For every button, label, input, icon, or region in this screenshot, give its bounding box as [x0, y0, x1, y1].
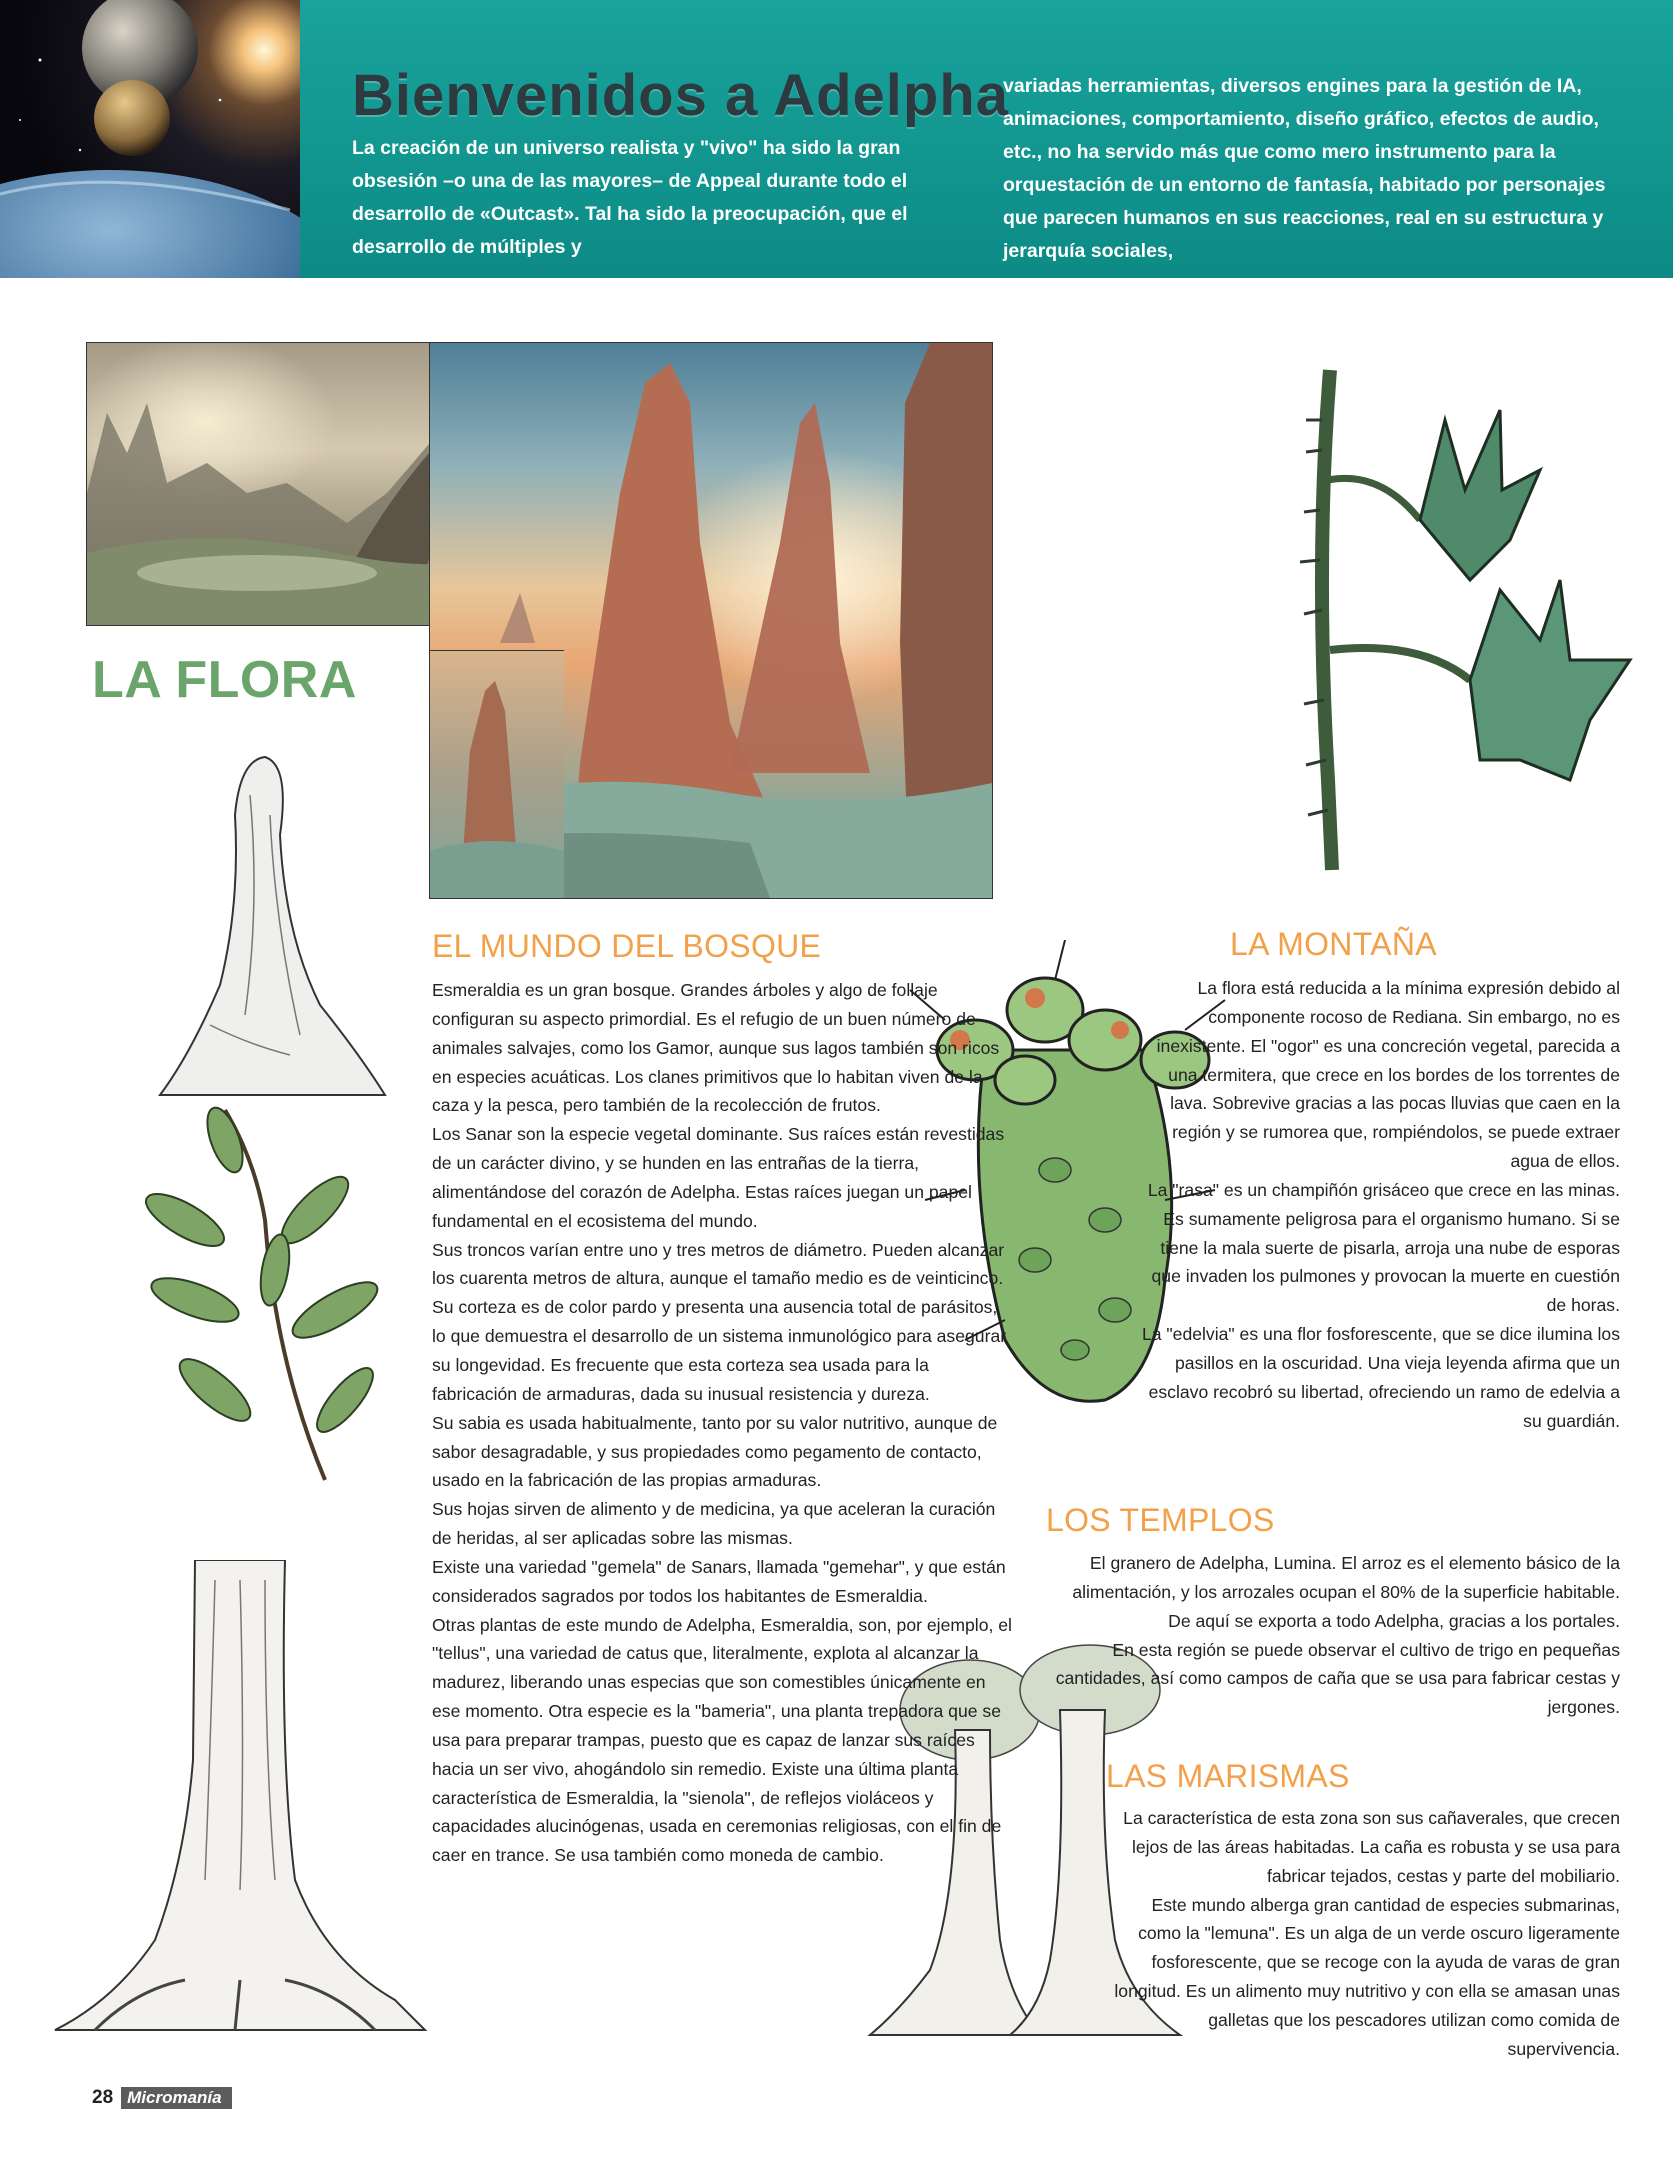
planets-icon — [0, 0, 300, 278]
magazine-name: Micromanía — [121, 2087, 231, 2109]
templos-heading: LOS TEMPLOS — [1046, 1502, 1275, 1538]
vine-drawing — [1270, 360, 1670, 880]
marismas-paragraph: Este mundo alberga gran cantidad de especies submarinas, como la "lemuna". Es un alga de un verde oscuro ligeramente fosforescente, que se recoge con la ayuda de varas de gran longitud. Es un alimento muy nutritivo y con ella se amasan unas galletas que los pescadores utilizan como comida de supervivencia. — [1114, 1894, 1620, 2059]
termite-mound-drawing — [150, 755, 390, 1100]
bosque-paragraph: Sus hojas sirven de alimento y de medicina, ya que aceleran la curación de heridas, al ser aplicadas sobre las mismas. — [432, 1499, 996, 1549]
templos-text — [1046, 1549, 1620, 1722]
section-title: LA FLORA — [92, 651, 357, 709]
page-footer — [92, 2088, 232, 2108]
templos-paragraph: En esta región se puede observar el cultivo de trigo en pequeñas cantidades, así como campos de caña que se usa para fabricar cestas y jergones. — [1055, 1639, 1620, 1718]
bosque-text — [432, 976, 1012, 1870]
montana-paragraph: La "rasa" es un champiñón grisáceo que crece en las minas. Es sumamente peligrosa para el organismo humano. Si se tiene la mala suerte de pisarla, arroja una nube de esporas que invaden los pulmones y provocan la muerte en cuestión de horas. — [1147, 1179, 1620, 1316]
bosque-heading: EL MUNDO DEL BOSQUE — [432, 928, 822, 964]
forest-foreground-illustration — [429, 650, 564, 899]
templos-paragraph: El granero de Adelpha, Lumina. El arroz es el elemento básico de la alimentación, y los arrozales ocupan el 80% de la superficie habitable. De aquí se exporta a todo Adelpha, gracias a los portales. — [1072, 1553, 1620, 1631]
page-number: 28 — [92, 2087, 114, 2108]
bosque-paragraph: Esmeraldia es un gran bosque. Grandes árboles y algo de follaje configuran su aspecto primordial. Es el refugio de un buen número de animales salvajes, como los Gamor, aunque sus lagos también son ricos en especies acuáticas. Los clanes primitivos que lo habitan viven de la caza y la pesca, pero también de la recolección de frutos. — [432, 980, 1000, 1116]
leafy-branch-drawing — [125, 1100, 385, 1485]
intro-text-right: variadas herramientas, diversos engines para la gestión de IA, animaciones, comportamiento, diseño gráfico, efectos de audio, etc., no ha servido más que como mero instrumento para la orquestación de un entorno de fantasía, habitado por personajes que parecen humanos en sus reacciones, real en su estructura y jerarquía sociales, — [1003, 75, 1606, 262]
space-illustration — [0, 0, 300, 278]
montana-heading: LA MONTAÑA — [1230, 926, 1437, 962]
montana-paragraph: La "edelvia" es una flor fosforescente, que se dice ilumina los pasillos en la oscuridad. Una vieja leyenda afirma que un esclavo recobró su libertad, ofreciendo un ramo de edelvia a su guardián. — [1141, 1324, 1620, 1431]
marismas-heading: LAS MARISMAS — [1106, 1758, 1350, 1794]
montana-text — [1140, 974, 1620, 1436]
bosque-paragraph: Sus troncos varían entre uno y tres metros de diámetro. Pueden alcanzar los cuarenta metros de altura, aunque el tamaño medio es de veinticinco. Su corteza es de color pardo y presenta una ausencia total de parásitos, lo que demuestra el desarrollo de un sistema inmunológico para asegurar su longevidad. Es frecuente que esta corteza sea usada para la fabricación de armaduras, dada su inusual resistencia y dureza. — [432, 1239, 1007, 1404]
tree-trunk-drawing — [35, 1560, 435, 2040]
page-title: Bienvenidos a Adelpha — [352, 63, 1009, 128]
bosque-paragraph: Existe una variedad "gemela" de Sanars, llamada "gemehar", y que están considerados sagrados por todos los habitantes de Esmeraldia. — [432, 1556, 1006, 1606]
bosque-paragraph: Los Sanar son la especie vegetal dominante. Sus raíces están revestidas de un carácter divino, y se hunden en las entrañas de la tierra, alimentándose del corazón de Adelpha. Estas raíces juegan un papel fundamental en el ecosistema del mundo. — [432, 1124, 1005, 1231]
marismas-text — [1112, 1804, 1620, 2064]
marismas-paragraph: La característica de esta zona son sus cañaverales, que crecen lejos de las áreas habitadas. La caña es robusta y se usa para fabricar tejados, cestas y parte del mobiliario. — [1123, 1808, 1620, 1886]
intro-text-left: La creación de un universo realista y "vivo" ha sido la gran obsesión –o una de las mayores– de Appeal durante todo el desarrollo de «Outcast». Tal ha sido la preocupación, que el desarrollo de múltiples y — [352, 137, 908, 258]
bosque-paragraph: Otras plantas de este mundo de Adelpha, Esmeraldia, son, por ejemplo, el "tellus", una variedad de catus que, literalmente, explota al alcanzar la madurez, liberando unas especias que son comestibles únicamente en ese momento. Otra especie es la "bameria", una planta trepadora que se usa para preparar trampas, puesto que es capaz de lanzar sus raíces hacia un ser vivo, ahogándolo sin remedio. Existe una última planta característica de Esmeraldia, la "sienola", de reflejos violáceos y capacidades alucinógenas, usada en ceremonias religiosas, con el fin de caer en trance. Se usa también como moneda de cambio. — [432, 1614, 1012, 1866]
header-band — [0, 0, 1673, 278]
montana-paragraph: La flora está reducida a la mínima expresión debido al componente rocoso de Rediana. Sin embargo, no es inexistente. El "ogor" es una concreción vegetal, parecida a una termitera, que crece en los bordes de los torrentes de lava. Sobrevive gracias a las pocas lluvias que caen en la región y se rumorea que, rompiéndolos, se puede extraer agua de ellos. — [1156, 978, 1620, 1172]
bosque-paragraph: Su sabia es usada habitualmente, tanto por su valor nutritivo, aunque de sabor desagradable, y sus propiedades como pegamento de contacto, usado en la fabricación de las propias armaduras. — [432, 1412, 998, 1491]
